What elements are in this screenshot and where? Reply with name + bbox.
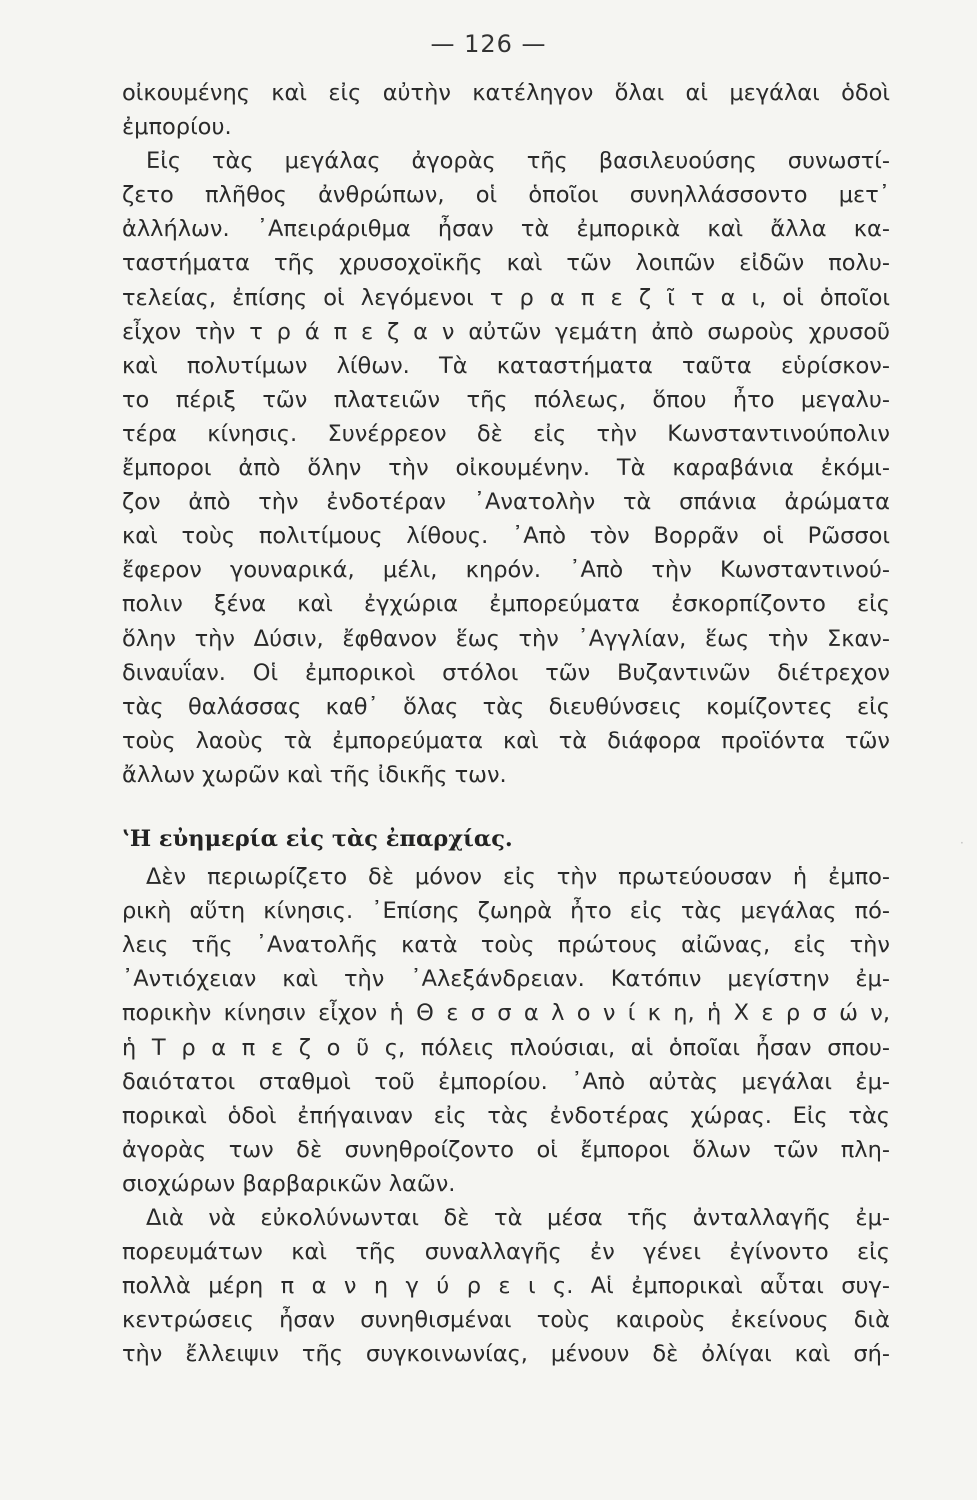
text-line: πολλὰ μέρη π α ν η γ ύ ρ ε ι ς. Αἱ ἐμπορικαὶ αὗται συγ- <box>122 1273 890 1300</box>
text-line: ἄλλων χωρῶν καὶ τῆς ἰδικῆς των. <box>122 761 507 788</box>
text-line: πορικαὶ ὁδοὶ ἐπήγαιναν εἰς τὰς ἐνδοτέρας χώρας. Εἰς τὰς <box>122 1102 890 1129</box>
page-number: — 126 — <box>430 30 547 58</box>
text-line: τέρα κίνησις. Συνέρρεον δὲ εἰς τὴν Κωνσταντινούπολιν <box>122 420 890 447</box>
text-line: ᾽Αντιόχειαν καὶ τὴν ᾽Αλεξάνδρειαν. Κατόπιν μεγίστην ἐμ- <box>122 966 890 993</box>
text-line: Δὲν περιωρίζετο δὲ μόνον εἰς τὴν πρωτεύουσαν ἡ ἐμπο- <box>146 864 890 891</box>
text-line: ζον ἀπὸ τὴν ἐνδοτέραν ᾽Ανατολὴν τὰ σπάνια ἀρώματα <box>122 489 890 516</box>
text-line: διναυΐαν. Οἱ ἐμπορικοὶ στόλοι τῶν Βυζαντινῶν διέτρεχον <box>122 659 890 686</box>
text-line: ζετο πλῆθος ἀνθρώπων, οἱ ὁποῖοι συνηλλάσσοντο μετ᾽ <box>122 182 890 209</box>
text-line: το πέριξ τῶν πλατειῶν τῆς πόλεως, ὅπου ἦτο μεγαλυ- <box>122 386 890 413</box>
text-line: πολιν ξένα καὶ ἐγχώρια ἐμπορεύματα ἐσκορπίζοντο εἰς <box>122 591 890 618</box>
text-line: δαιότατοι σταθμοὶ τοῦ ἐμπορίου. ᾽Απὸ αὐτὰς μεγάλαι ἐμ- <box>122 1068 890 1095</box>
text-line: ἔφερον γουναρικά, μέλι, κηρόν. ᾽Απὸ τὴν Κωνσταντινού- <box>122 557 890 584</box>
paragraph <box>122 76 890 792</box>
text-line: ρικὴ αὕτη κίνησις. ᾽Επίσης ζωηρὰ ἦτο εἰς τὰς μεγάλας πό- <box>122 898 890 925</box>
text-line: τελείας, ἐπίσης οἱ λεγόμενοι τ ρ α π ε ζ ῖ τ α ι, οἱ ὁποῖοι <box>122 284 890 311</box>
text-line: τὴν ἔλλειψιν τῆς συγκοινωνίας, μένουν δὲ ὀλίγαι καὶ σή- <box>122 1341 890 1368</box>
text-line: ἀλλήλων. ᾽Απειράριθμα ἦσαν τὰ ἐμπορικὰ καὶ ἄλλα κα- <box>122 216 890 243</box>
text-line: Εἰς τὰς μεγάλας ἀγορὰς τῆς βασιλευούσης συνωστί- <box>146 148 890 175</box>
text-line: ἡ Τ ρ α π ε ζ ο ῦ ς, πόλεις πλούσιαι, αἱ ὁποῖαι ἦσαν σπου- <box>122 1034 890 1061</box>
text-line: πορικὴν κίνησιν εἶχον ἡ Θ ε σ σ α λ ο ν ί κ η, ἡ Χ ε ρ σ ώ ν, <box>122 1000 890 1027</box>
text-line: ἔμποροι ἀπὸ ὅλην τὴν οἰκουμένην. Τὰ καραβάνια ἐκόμι- <box>122 455 890 482</box>
text-line: καὶ πολυτίμων λίθων. Τὰ καταστήματα ταῦτα εὑρίσκον- <box>122 352 890 379</box>
section-heading: ʽΗ εὐημερία εἰς τὰς ἐπαρχίας. <box>122 825 513 852</box>
text-line: λεις τῆς ᾽Ανατολῆς κατὰ τοὺς πρώτους αἰῶνας, εἰς τὴν <box>122 932 890 959</box>
text-line: εἶχον τὴν τ ρ ά π ε ζ α ν αὐτῶν γεμάτη ἀπὸ σωροὺς χρυσοῦ <box>122 318 890 345</box>
text-line: ἀγορὰς των δὲ συνηθροίζοντο οἱ ἔμποροι ὅλων τῶν πλη- <box>122 1136 890 1163</box>
text-line: ἐμπορίου. <box>122 114 232 141</box>
margin-speck: · <box>960 836 964 850</box>
text-line: Διὰ νὰ εὐκολύνωνται δὲ τὰ μέσα τῆς ἀνταλλαγῆς ἐμ- <box>146 1205 890 1231</box>
text-line: καὶ τοὺς πολιτίμους λίθους. ᾽Απὸ τὸν Βορρᾶν οἱ Ρῶσσοι <box>122 523 890 550</box>
page-body <box>122 76 890 1371</box>
text-line: σιοχώρων βαρβαρικῶν λαῶν. <box>122 1170 456 1197</box>
text-line: τοὺς λαοὺς τὰ ἐμπορεύματα καὶ τὰ διάφορα προϊόντα τῶν <box>122 727 890 754</box>
text-line: ὅλην τὴν Δύσιν, ἔφθανον ἕως τὴν ᾽Αγγλίαν, ἕως τὴν Σκαν- <box>122 625 890 652</box>
text-line: οἰκουμένης καὶ εἰς αὐτὴν κατέληγον ὅλαι αἱ μεγάλαι ὁδοὶ <box>122 80 890 106</box>
text-line: κεντρώσεις ἦσαν συνηθισμέναι τοὺς καιροὺς ἐκείνους διὰ <box>122 1307 890 1334</box>
text-line: ταστήματα τῆς χρυσοχοϊκῆς καὶ τῶν λοιπῶν εἰδῶν πολυ- <box>122 250 890 277</box>
paragraph <box>122 860 890 1201</box>
text-line: πορευμάτων καὶ τῆς συναλλαγῆς ἐν γένει ἐγίνοντο εἰς <box>122 1239 890 1266</box>
paragraph <box>122 1201 890 1371</box>
text-line: τὰς θαλάσσας καθ᾽ ὅλας τὰς διευθύνσεις κομίζοντες εἰς <box>122 693 890 720</box>
